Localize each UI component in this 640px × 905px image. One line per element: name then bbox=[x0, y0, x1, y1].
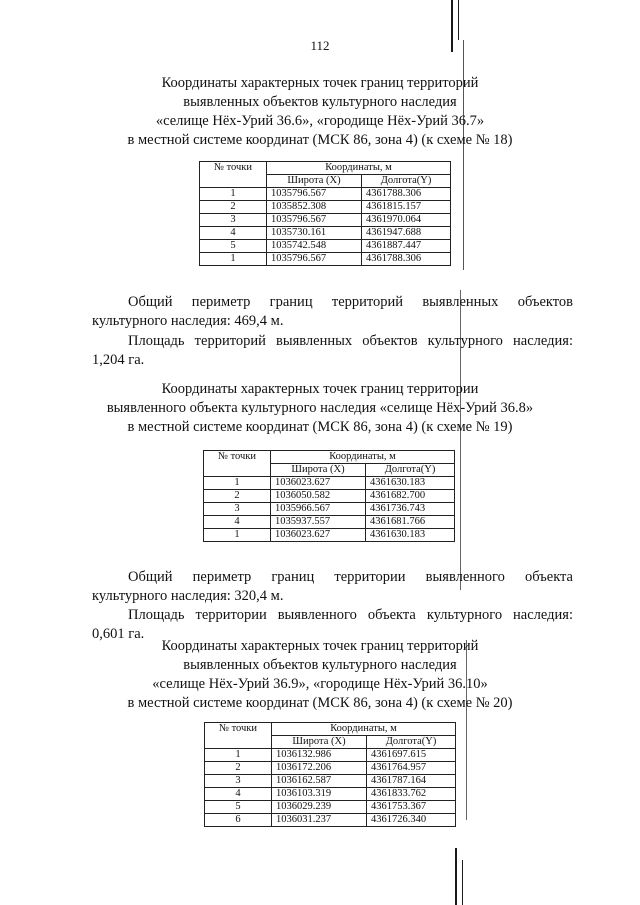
heading-line: в местной системе координат (МСК 86, зона 4) (к схеме № 19) bbox=[127, 419, 513, 435]
col-lon-header: Долгота(Y) bbox=[362, 175, 451, 188]
col-lat-header: Широта (X) bbox=[271, 464, 366, 477]
cell-lat: 1036103.319 bbox=[272, 788, 367, 801]
cell-lon: 4361753.367 bbox=[367, 801, 456, 814]
heading-line: выявленных объектов культурного наследия bbox=[183, 94, 457, 110]
table-row bbox=[205, 814, 456, 827]
table-row bbox=[205, 749, 456, 762]
cell-point: 3 bbox=[200, 214, 267, 227]
cell-lat: 1035937.557 bbox=[271, 516, 366, 529]
cell-lat: 1036023.627 bbox=[271, 529, 366, 542]
col-point-header: № точки bbox=[204, 451, 271, 477]
cell-lat: 1035966.567 bbox=[271, 503, 366, 516]
col-point-header: № точки bbox=[200, 162, 267, 188]
cell-lat: 1036031.237 bbox=[272, 814, 367, 827]
paragraph-line: 0,601 га. bbox=[92, 626, 145, 642]
heading-line: Координаты характерных точек границ территории bbox=[161, 381, 479, 397]
cell-lon: 4361681.766 bbox=[366, 516, 455, 529]
paragraph-line: культурного наследия: 320,4 м. bbox=[92, 588, 284, 604]
section-heading-schema-19 bbox=[90, 380, 550, 437]
cell-lat: 1035796.567 bbox=[267, 214, 362, 227]
cell-lon: 4361815.157 bbox=[362, 201, 451, 214]
heading-line: в местной системе координат (МСК 86, зона 4) (к схеме № 18) bbox=[127, 132, 513, 148]
cell-point: 1 bbox=[204, 529, 271, 542]
cell-lon: 4361833.762 bbox=[367, 788, 456, 801]
scan-artifact-line bbox=[451, 0, 453, 52]
cell-lat: 1036050.582 bbox=[271, 490, 366, 503]
scan-artifact-line bbox=[455, 848, 457, 905]
area-paragraph-schema-18 bbox=[92, 332, 573, 370]
cell-lon: 4361887.447 bbox=[362, 240, 451, 253]
heading-line: выявленных объектов культурного наследия bbox=[183, 657, 457, 673]
table-row bbox=[205, 788, 456, 801]
paragraph-line: Общий периметр границ территорий выявленных объектов bbox=[128, 294, 573, 310]
perimeter-paragraph-schema-19 bbox=[92, 568, 573, 606]
cell-point: 1 bbox=[204, 477, 271, 490]
cell-lon: 4361787.164 bbox=[367, 775, 456, 788]
table-row bbox=[200, 240, 451, 253]
cell-point: 4 bbox=[205, 788, 272, 801]
table-row bbox=[200, 227, 451, 240]
col-lat-header: Широта (X) bbox=[272, 736, 367, 749]
heading-line: в местной системе координат (МСК 86, зона 4) (к схеме № 20) bbox=[127, 695, 513, 711]
cell-lon: 4361970.064 bbox=[362, 214, 451, 227]
table-row bbox=[200, 201, 451, 214]
table-row bbox=[200, 253, 451, 266]
cell-lat: 1036162.587 bbox=[272, 775, 367, 788]
col-point-header: № точки bbox=[205, 723, 272, 749]
cell-lat: 1035730.161 bbox=[267, 227, 362, 240]
cell-lat: 1036172.206 bbox=[272, 762, 367, 775]
cell-point: 4 bbox=[204, 516, 271, 529]
cell-point: 5 bbox=[205, 801, 272, 814]
heading-line: «селище Нёх-Урий 36.9», «городище Нёх-Урий 36.10» bbox=[152, 676, 488, 692]
coordinates-table-schema-19 bbox=[203, 450, 455, 542]
coordinates-table-schema-18 bbox=[199, 161, 451, 266]
cell-lat: 1035796.567 bbox=[267, 253, 362, 266]
cell-point: 3 bbox=[205, 775, 272, 788]
table-row bbox=[205, 775, 456, 788]
heading-line: Координаты характерных точек границ территорий bbox=[161, 75, 479, 91]
heading-line: выявленного объекта культурного наследия «селище Нёх-Урий 36.8» bbox=[106, 400, 534, 416]
cell-lat: 1036023.627 bbox=[271, 477, 366, 490]
cell-point: 5 bbox=[200, 240, 267, 253]
heading-line: «селище Нёх-Урий 36.6», «городище Нёх-Урий 36.7» bbox=[155, 113, 485, 129]
cell-lon: 4361630.183 bbox=[366, 477, 455, 490]
paragraph-line: Площадь территории выявленного объекта культурного наследия: bbox=[128, 607, 573, 623]
paragraph-line: Площадь территорий выявленных объектов культурного наследия: bbox=[128, 333, 573, 349]
col-coords-header: Координаты, м bbox=[271, 451, 455, 464]
cell-lon: 4361788.306 bbox=[362, 253, 451, 266]
cell-lon: 4361764.957 bbox=[367, 762, 456, 775]
cell-point: 2 bbox=[205, 762, 272, 775]
cell-lon: 4361726.340 bbox=[367, 814, 456, 827]
cell-point: 3 bbox=[204, 503, 271, 516]
table-row bbox=[200, 188, 451, 201]
cell-lat: 1035852.308 bbox=[267, 201, 362, 214]
cell-point: 1 bbox=[200, 188, 267, 201]
table-row bbox=[204, 516, 455, 529]
col-lon-header: Долгота(Y) bbox=[366, 464, 455, 477]
cell-lat: 1035742.548 bbox=[267, 240, 362, 253]
section-heading-schema-20 bbox=[90, 637, 550, 713]
perimeter-paragraph-schema-18 bbox=[92, 293, 573, 331]
table-row bbox=[204, 529, 455, 542]
cell-point: 6 bbox=[205, 814, 272, 827]
cell-point: 2 bbox=[204, 490, 271, 503]
scan-artifact-line bbox=[462, 860, 463, 905]
col-lon-header: Долгота(Y) bbox=[367, 736, 456, 749]
table-row bbox=[204, 490, 455, 503]
paragraph-line: 1,204 га. bbox=[92, 352, 145, 368]
col-lat-header: Широта (X) bbox=[267, 175, 362, 188]
table-row bbox=[204, 477, 455, 490]
table-row bbox=[205, 801, 456, 814]
heading-line: Координаты характерных точек границ территорий bbox=[161, 638, 479, 654]
cell-lat: 1036132.986 bbox=[272, 749, 367, 762]
paragraph-line: культурного наследия: 469,4 м. bbox=[92, 313, 284, 329]
table-row bbox=[205, 762, 456, 775]
table-row bbox=[200, 214, 451, 227]
cell-point: 2 bbox=[200, 201, 267, 214]
paragraph-line: Общий периметр границ территории выявленного объекта bbox=[128, 569, 573, 585]
cell-lon: 4361630.183 bbox=[366, 529, 455, 542]
cell-point: 4 bbox=[200, 227, 267, 240]
cell-lon: 4361736.743 bbox=[366, 503, 455, 516]
cell-lat: 1036029.239 bbox=[272, 801, 367, 814]
col-coords-header: Координаты, м bbox=[267, 162, 451, 175]
cell-lon: 4361788.306 bbox=[362, 188, 451, 201]
coordinates-table-schema-20 bbox=[204, 722, 456, 827]
scan-artifact-line bbox=[458, 0, 459, 40]
cell-lat: 1035796.567 bbox=[267, 188, 362, 201]
cell-lon: 4361947.688 bbox=[362, 227, 451, 240]
section-heading-schema-18 bbox=[90, 74, 550, 150]
cell-lon: 4361697.615 bbox=[367, 749, 456, 762]
cell-point: 1 bbox=[200, 253, 267, 266]
col-coords-header: Координаты, м bbox=[272, 723, 456, 736]
page-number: 112 bbox=[310, 38, 330, 53]
table-row bbox=[204, 503, 455, 516]
cell-point: 1 bbox=[205, 749, 272, 762]
cell-lon: 4361682.700 bbox=[366, 490, 455, 503]
